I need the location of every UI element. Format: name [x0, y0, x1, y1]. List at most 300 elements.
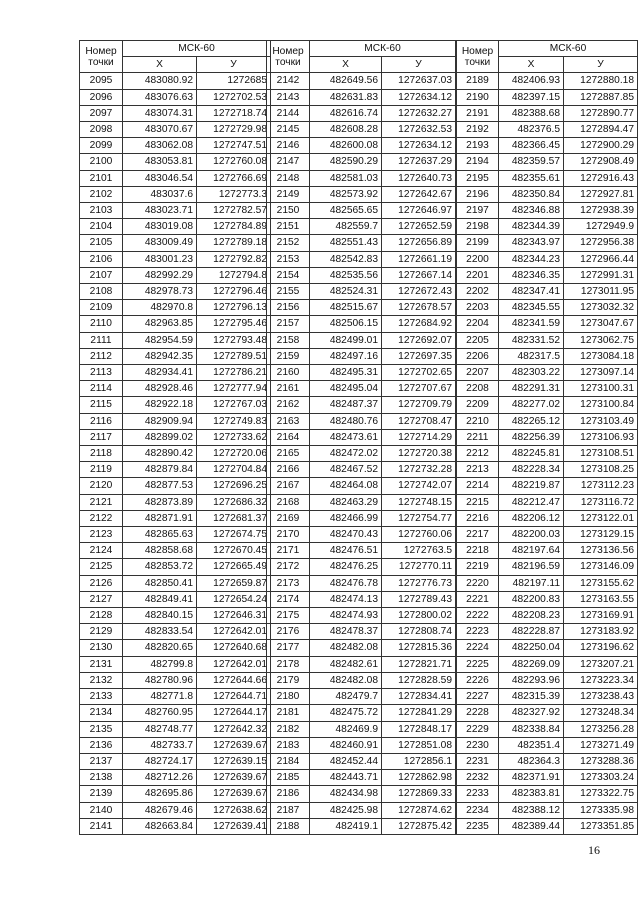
point-number-cell: 2103	[80, 203, 123, 219]
y-coordinate-cell: 1273169.91	[564, 608, 638, 624]
table-row	[267, 559, 456, 575]
y-coordinate-cell: 1272644.66	[197, 672, 271, 688]
point-number-cell: 2226	[457, 672, 499, 688]
table-row	[457, 737, 638, 753]
point-number-cell: 2147	[267, 154, 310, 170]
y-coordinate-cell: 1272654.24	[197, 591, 271, 607]
y-coordinate-cell: 1272887.85	[564, 89, 638, 105]
x-coordinate-cell: 482858.68	[123, 543, 197, 559]
y-coordinate-cell: 1273351.85	[564, 818, 638, 834]
x-coordinate-cell: 482476.25	[310, 559, 382, 575]
y-coordinate-cell: 1273303.24	[564, 770, 638, 786]
y-coordinate-cell: 1273163.55	[564, 591, 638, 607]
point-number-cell: 2201	[457, 267, 499, 283]
y-coordinate-cell: 1272786.21	[197, 365, 271, 381]
y-coordinate-cell: 1272665.49	[197, 559, 271, 575]
table-row	[457, 656, 638, 672]
x-coordinate-cell: 482515.67	[310, 300, 382, 316]
table-row	[267, 446, 456, 462]
table-row	[267, 624, 456, 640]
y-coordinate-cell: 1272956.38	[564, 235, 638, 251]
x-coordinate-cell: 482303.22	[499, 365, 564, 381]
x-coordinate-cell: 482351.4	[499, 737, 564, 753]
point-number-cell: 2098	[80, 121, 123, 137]
point-number-cell: 2206	[457, 348, 499, 364]
table-row	[457, 89, 638, 105]
y-coordinate-cell: 1272672.43	[382, 284, 456, 300]
coordinate-system-header: МСК-60	[310, 41, 456, 57]
y-coordinate-cell: 1272652.59	[382, 219, 456, 235]
point-number-cell: 2157	[267, 316, 310, 332]
point-number-cell: 2203	[457, 300, 499, 316]
x-coordinate-cell: 482452.44	[310, 753, 382, 769]
x-coordinate-cell: 482978.73	[123, 284, 197, 300]
x-coordinate-cell: 483023.71	[123, 203, 197, 219]
y-coordinate-cell: 1272667.14	[382, 267, 456, 283]
table-row	[267, 332, 456, 348]
x-coordinate-cell: 482476.51	[310, 543, 382, 559]
table-row	[267, 721, 456, 737]
point-number-cell: 2150	[267, 203, 310, 219]
x-coordinate-cell: 482359.57	[499, 154, 564, 170]
table-row	[267, 138, 456, 154]
point-number-cell: 2148	[267, 170, 310, 186]
x-coordinate-cell: 482600.08	[310, 138, 382, 154]
point-number-cell: 2143	[267, 89, 310, 105]
y-coordinate-cell: 1272692.07	[382, 332, 456, 348]
point-number-cell: 2163	[267, 413, 310, 429]
table-row	[80, 543, 271, 559]
y-coordinate-cell: 1272834.41	[382, 689, 456, 705]
point-number-cell: 2101	[80, 170, 123, 186]
point-number-header: Номер точки	[267, 41, 310, 73]
table-row	[80, 802, 271, 818]
x-coordinate-cell: 482315.39	[499, 689, 564, 705]
table-row	[457, 235, 638, 251]
point-number-cell: 2219	[457, 559, 499, 575]
y-coordinate-cell: 1272748.15	[382, 494, 456, 510]
y-coordinate-cell: 1272841.29	[382, 705, 456, 721]
point-number-cell: 2127	[80, 591, 123, 607]
table-row	[457, 721, 638, 737]
point-number-cell: 2172	[267, 559, 310, 575]
y-coordinate-cell: 1272754.77	[382, 510, 456, 526]
table-row	[267, 494, 456, 510]
point-number-cell: 2197	[457, 203, 499, 219]
y-coordinate-cell: 1272702.53	[197, 89, 271, 105]
x-coordinate-cell: 482434.98	[310, 786, 382, 802]
x-coordinate-cell: 482460.91	[310, 737, 382, 753]
point-number-cell: 2100	[80, 154, 123, 170]
y-coordinate-cell: 1272966.44	[564, 251, 638, 267]
y-coordinate-cell: 1272678.57	[382, 300, 456, 316]
point-number-cell: 2141	[80, 818, 123, 834]
y-coordinate-cell: 1272708.47	[382, 413, 456, 429]
coordinate-system-header: МСК-60	[123, 41, 271, 57]
table-row	[80, 478, 271, 494]
y-coordinate-cell: 1272632.27	[382, 105, 456, 121]
y-coordinate-cell: 1272773.3	[197, 186, 271, 202]
point-number-cell: 2109	[80, 300, 123, 316]
y-coordinate-cell: 1273062.75	[564, 332, 638, 348]
point-number-cell: 2235	[457, 818, 499, 834]
y-coordinate-cell: 1272696.25	[197, 478, 271, 494]
y-coordinate-cell: 1272639.41	[197, 818, 271, 834]
x-coordinate-cell: 482909.94	[123, 413, 197, 429]
point-number-cell: 2211	[457, 429, 499, 445]
point-number-cell: 2225	[457, 656, 499, 672]
y-coordinate-cell: 1272685	[197, 73, 271, 89]
table-row	[457, 429, 638, 445]
coordinates-table-2	[266, 40, 456, 835]
x-coordinate-cell: 482733.7	[123, 737, 197, 753]
x-coordinate-cell: 482899.02	[123, 429, 197, 445]
x-coordinate-cell: 482476.78	[310, 575, 382, 591]
point-number-cell: 2180	[267, 689, 310, 705]
y-coordinate-cell: 1272732.28	[382, 462, 456, 478]
table-row	[457, 705, 638, 721]
table-row	[80, 770, 271, 786]
table-row	[457, 527, 638, 543]
x-coordinate-cell: 482482.08	[310, 640, 382, 656]
x-coordinate-cell: 482383.81	[499, 786, 564, 802]
point-number-cell: 2222	[457, 608, 499, 624]
table-row	[267, 251, 456, 267]
table-row	[80, 672, 271, 688]
y-coordinate-cell: 1273223.34	[564, 672, 638, 688]
point-number-cell: 2112	[80, 348, 123, 364]
table-row	[80, 575, 271, 591]
point-number-header: Номер точки	[80, 41, 123, 73]
point-number-cell: 2119	[80, 462, 123, 478]
table-row	[80, 203, 271, 219]
y-coordinate-cell: 1272704.84	[197, 462, 271, 478]
table-row	[267, 753, 456, 769]
table-row	[457, 770, 638, 786]
y-coordinate-cell: 1272770.11	[382, 559, 456, 575]
x-coordinate-cell: 482495.04	[310, 381, 382, 397]
table-row	[457, 348, 638, 364]
y-coordinate-cell: 1272681.37	[197, 510, 271, 526]
point-number-cell: 2168	[267, 494, 310, 510]
table-row	[80, 413, 271, 429]
x-coordinate-cell: 482771.8	[123, 689, 197, 705]
y-coordinate-cell: 1272639.67	[197, 786, 271, 802]
x-coordinate-cell: 482364.3	[499, 753, 564, 769]
x-coordinate-cell: 482573.92	[310, 186, 382, 202]
x-coordinate-cell: 482388.12	[499, 802, 564, 818]
table-row	[457, 689, 638, 705]
point-number-cell: 2175	[267, 608, 310, 624]
point-number-cell: 2117	[80, 429, 123, 445]
point-number-cell: 2105	[80, 235, 123, 251]
x-coordinate-cell: 482820.65	[123, 640, 197, 656]
x-coordinate-cell: 482581.03	[310, 170, 382, 186]
table-row	[457, 494, 638, 510]
table-row	[457, 154, 638, 170]
table-row	[457, 73, 638, 89]
table-row	[267, 186, 456, 202]
table-row	[80, 737, 271, 753]
x-coordinate-cell: 482343.97	[499, 235, 564, 251]
table-row	[267, 818, 456, 834]
x-coordinate-cell: 482206.12	[499, 510, 564, 526]
table-row	[457, 672, 638, 688]
x-coordinate-cell: 482849.41	[123, 591, 197, 607]
y-coordinate-cell: 1273256.28	[564, 721, 638, 737]
y-coordinate-cell: 1272642.32	[197, 721, 271, 737]
x-coordinate-cell: 482934.41	[123, 365, 197, 381]
x-coordinate-cell: 482954.59	[123, 332, 197, 348]
x-coordinate-cell: 482331.52	[499, 332, 564, 348]
point-number-cell: 2228	[457, 705, 499, 721]
table-row	[457, 608, 638, 624]
point-number-cell: 2192	[457, 121, 499, 137]
point-number-cell: 2207	[457, 365, 499, 381]
point-number-cell: 2110	[80, 316, 123, 332]
point-number-cell: 2181	[267, 705, 310, 721]
point-number-cell: 2120	[80, 478, 123, 494]
x-coordinate-cell: 482565.65	[310, 203, 382, 219]
x-coordinate-cell: 482344.39	[499, 219, 564, 235]
y-coordinate-cell: 1272718.74	[197, 105, 271, 121]
y-coordinate-cell: 1273183.92	[564, 624, 638, 640]
table-row	[80, 365, 271, 381]
point-number-cell: 2106	[80, 251, 123, 267]
table-row	[267, 543, 456, 559]
y-header: У	[197, 57, 271, 73]
x-coordinate-cell: 482366.45	[499, 138, 564, 154]
x-coordinate-cell: 482663.84	[123, 818, 197, 834]
point-number-cell: 2153	[267, 251, 310, 267]
table-row	[80, 527, 271, 543]
y-coordinate-cell: 1272747.51	[197, 138, 271, 154]
y-coordinate-cell: 1272795.46	[197, 316, 271, 332]
table-row	[267, 462, 456, 478]
y-coordinate-cell: 1272908.49	[564, 154, 638, 170]
x-coordinate-cell: 482724.17	[123, 753, 197, 769]
table-row	[80, 121, 271, 137]
y-coordinate-cell: 1272656.89	[382, 235, 456, 251]
x-coordinate-cell: 482419.1	[310, 818, 382, 834]
table-row	[267, 154, 456, 170]
table-row	[80, 219, 271, 235]
x-coordinate-cell: 483080.92	[123, 73, 197, 89]
y-coordinate-cell: 1272707.67	[382, 381, 456, 397]
x-coordinate-cell: 482344.23	[499, 251, 564, 267]
y-coordinate-cell: 1272894.47	[564, 121, 638, 137]
point-number-cell: 2193	[457, 138, 499, 154]
table-row	[457, 640, 638, 656]
x-coordinate-cell: 482712.26	[123, 770, 197, 786]
x-coordinate-cell: 482535.56	[310, 267, 382, 283]
point-number-cell: 2135	[80, 721, 123, 737]
y-coordinate-cell: 1273108.25	[564, 462, 638, 478]
coordinates-table-3	[456, 40, 638, 835]
point-number-cell: 2221	[457, 591, 499, 607]
y-coordinate-cell: 1272796.46	[197, 284, 271, 300]
table-row	[267, 300, 456, 316]
table-row	[80, 73, 271, 89]
point-number-cell: 2114	[80, 381, 123, 397]
y-coordinate-cell: 1273146.09	[564, 559, 638, 575]
x-coordinate-cell: 482389.44	[499, 818, 564, 834]
y-coordinate-cell: 1272644.17	[197, 705, 271, 721]
x-coordinate-cell: 482748.77	[123, 721, 197, 737]
x-coordinate-cell: 482197.64	[499, 543, 564, 559]
table-row	[267, 203, 456, 219]
table-row	[457, 591, 638, 607]
y-coordinate-cell: 1272789.51	[197, 348, 271, 364]
y-coordinate-cell: 1272640.73	[382, 170, 456, 186]
point-number-cell: 2118	[80, 446, 123, 462]
table-row	[457, 138, 638, 154]
y-coordinate-cell: 1273271.49	[564, 737, 638, 753]
y-coordinate-cell: 1272674.75	[197, 527, 271, 543]
x-coordinate-cell: 482695.86	[123, 786, 197, 802]
y-coordinate-cell: 1273322.75	[564, 786, 638, 802]
point-number-cell: 2146	[267, 138, 310, 154]
x-coordinate-cell: 482970.8	[123, 300, 197, 316]
y-coordinate-cell: 1272766.69	[197, 170, 271, 186]
x-coordinate-cell: 482631.83	[310, 89, 382, 105]
table-row	[267, 413, 456, 429]
point-number-cell: 2158	[267, 332, 310, 348]
y-coordinate-cell: 1273122.01	[564, 510, 638, 526]
table-row	[80, 608, 271, 624]
x-coordinate-cell: 482464.08	[310, 478, 382, 494]
table-row	[80, 251, 271, 267]
point-number-header: Номер точки	[457, 41, 499, 73]
y-coordinate-cell: 1272637.03	[382, 73, 456, 89]
table-row	[457, 575, 638, 591]
y-coordinate-cell: 1272815.36	[382, 640, 456, 656]
point-number-cell: 2216	[457, 510, 499, 526]
x-coordinate-cell: 482265.12	[499, 413, 564, 429]
point-number-cell: 2123	[80, 527, 123, 543]
point-number-cell: 2177	[267, 640, 310, 656]
point-number-cell: 2213	[457, 462, 499, 478]
y-coordinate-cell: 1272874.62	[382, 802, 456, 818]
point-number-cell: 2142	[267, 73, 310, 89]
table-row	[80, 721, 271, 737]
y-coordinate-cell: 1272632.53	[382, 121, 456, 137]
y-coordinate-cell: 1272742.07	[382, 478, 456, 494]
page-number: 16	[588, 843, 600, 857]
y-coordinate-cell: 1272927.81	[564, 186, 638, 202]
x-coordinate-cell: 482406.93	[499, 73, 564, 89]
table-row	[80, 656, 271, 672]
y-coordinate-cell: 1272639.15	[197, 753, 271, 769]
coordinates-table-1	[79, 40, 271, 835]
x-coordinate-cell: 482963.85	[123, 316, 197, 332]
y-coordinate-cell: 1272991.31	[564, 267, 638, 283]
x-coordinate-cell: 482992.29	[123, 267, 197, 283]
x-coordinate-cell: 482850.41	[123, 575, 197, 591]
table-row	[457, 818, 638, 834]
y-coordinate-cell: 1272796.13	[197, 300, 271, 316]
point-number-cell: 2124	[80, 543, 123, 559]
point-number-cell: 2155	[267, 284, 310, 300]
table-row	[267, 267, 456, 283]
table-row	[457, 446, 638, 462]
table-row	[457, 267, 638, 283]
point-number-cell: 2164	[267, 429, 310, 445]
x-coordinate-cell: 482879.84	[123, 462, 197, 478]
x-coordinate-cell: 482245.81	[499, 446, 564, 462]
table-row	[267, 705, 456, 721]
table-row	[267, 478, 456, 494]
y-coordinate-cell: 1273084.18	[564, 348, 638, 364]
point-number-cell: 2196	[457, 186, 499, 202]
table-row	[267, 608, 456, 624]
y-coordinate-cell: 1273129.15	[564, 527, 638, 543]
table-row	[80, 494, 271, 510]
x-header: Х	[310, 57, 382, 73]
table-row	[80, 624, 271, 640]
point-number-cell: 2111	[80, 332, 123, 348]
x-coordinate-cell: 482291.31	[499, 381, 564, 397]
x-coordinate-cell: 482506.15	[310, 316, 382, 332]
table-row	[80, 510, 271, 526]
x-coordinate-cell: 482443.71	[310, 770, 382, 786]
table-row	[80, 429, 271, 445]
table-row	[267, 89, 456, 105]
x-coordinate-cell: 482197.11	[499, 575, 564, 591]
y-coordinate-cell: 1272856.1	[382, 753, 456, 769]
table-row	[80, 591, 271, 607]
point-number-cell: 2186	[267, 786, 310, 802]
table-row	[267, 510, 456, 526]
x-coordinate-cell: 482346.35	[499, 267, 564, 283]
y-coordinate-cell: 1273136.56	[564, 543, 638, 559]
y-coordinate-cell: 1273335.98	[564, 802, 638, 818]
x-coordinate-cell: 482472.02	[310, 446, 382, 462]
y-coordinate-cell: 1272808.74	[382, 624, 456, 640]
point-number-cell: 2176	[267, 624, 310, 640]
y-coordinate-cell: 1272821.71	[382, 656, 456, 672]
x-coordinate-cell: 483062.08	[123, 138, 197, 154]
table-row	[80, 818, 271, 834]
table-row	[80, 446, 271, 462]
y-coordinate-cell: 1273011.95	[564, 284, 638, 300]
y-coordinate-cell: 1272639.67	[197, 737, 271, 753]
point-number-cell: 2128	[80, 608, 123, 624]
point-number-cell: 2097	[80, 105, 123, 121]
table-row	[457, 332, 638, 348]
point-number-cell: 2233	[457, 786, 499, 802]
y-coordinate-cell: 1273108.51	[564, 446, 638, 462]
y-coordinate-cell: 1272733.62	[197, 429, 271, 445]
x-coordinate-cell: 482397.15	[499, 89, 564, 105]
table-row	[267, 73, 456, 89]
x-coordinate-cell: 482345.55	[499, 300, 564, 316]
table-row	[80, 154, 271, 170]
point-number-cell: 2137	[80, 753, 123, 769]
x-coordinate-cell: 482293.96	[499, 672, 564, 688]
table-row	[267, 235, 456, 251]
x-coordinate-cell: 482469.9	[310, 721, 382, 737]
point-number-cell: 2195	[457, 170, 499, 186]
table-row	[267, 527, 456, 543]
y-coordinate-cell: 1272777.94	[197, 381, 271, 397]
point-number-cell: 2122	[80, 510, 123, 526]
y-coordinate-cell: 1272702.65	[382, 365, 456, 381]
point-number-cell: 2212	[457, 446, 499, 462]
y-coordinate-cell: 1272720.06	[197, 446, 271, 462]
coordinate-system-header: МСК-60	[499, 41, 638, 57]
x-coordinate-cell: 482212.47	[499, 494, 564, 510]
